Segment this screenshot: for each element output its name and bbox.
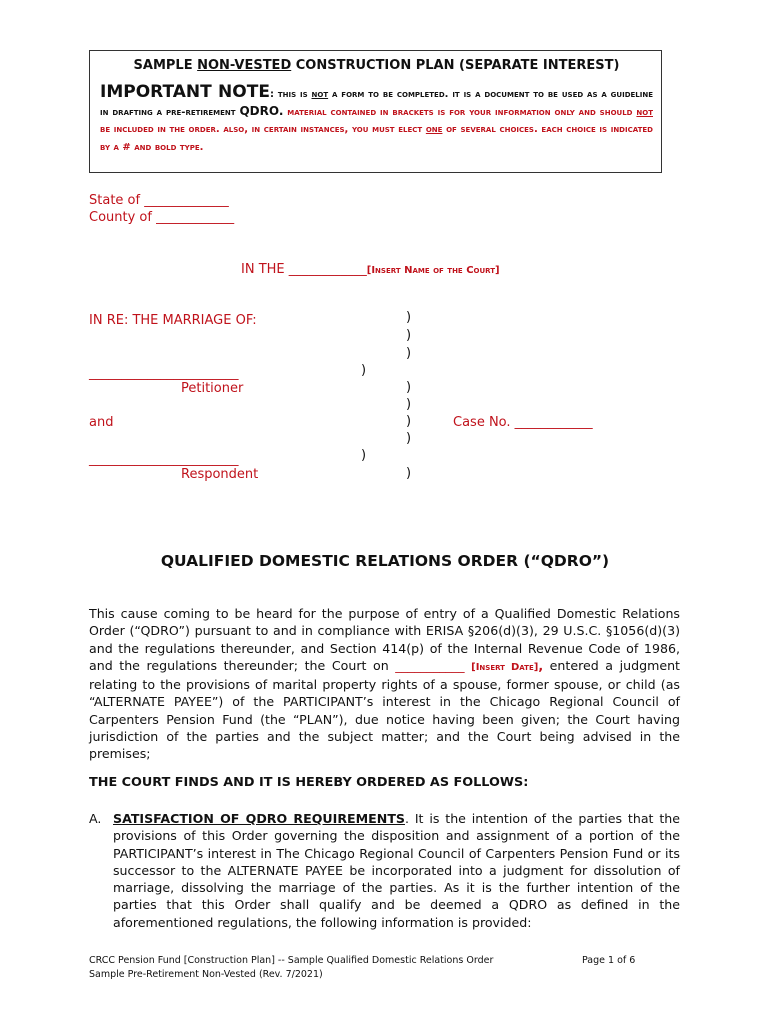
respondent-label: Respondent — [181, 467, 259, 482]
caption-paren: ) — [406, 380, 412, 395]
order-title: QUALIFIED DOMESTIC RELATIONS ORDER (“QDRO”) — [160, 552, 610, 570]
and-label: and — [89, 415, 114, 430]
caption-paren: ) — [406, 466, 412, 481]
findings-heading: THE COURT FINDS AND IT IS HEREBY ORDERED AS FOLLOWS: — [89, 775, 529, 790]
footer-line-1: CRCC Pension Fund [Construction Plan] -- Sample Qualified Domestic Relations Order — [89, 955, 494, 966]
caption-paren: ) — [361, 448, 367, 463]
section-a-letter: A. — [89, 811, 102, 826]
respondent-signature-line: _______________________ — [89, 452, 239, 467]
case-number-line: Case No. ____________ — [453, 415, 593, 430]
marriage-line: IN RE: THE MARRIAGE OF: — [89, 313, 257, 328]
intro-paragraph: This cause coming to be heard for the purpose of entry of a Qualified Domestic Relations Order (“QDRO”) pursuant to and in compliance with ERISA §206(d)(3), 29 U.S.C. §1056(d)(3) and the regulations thereunder, and Section 414(p) of the Internal Revenue Code of 1986, and the regulations thereunder; the Court on ___________ [Insert Date], entered a judgment relating to the provisions of marital property rights of a spouse, former spouse, or child (as “ALTERNATE PAYEE”) of the PARTICIPANT’s interest in the Chicago Regional Council of Carpenters Pension Fund (the “PLAN”), due notice having been given; the Court having jurisdiction of the parties and the subject matter; and the Court being advised in the premises; — [89, 606, 680, 762]
page-number: Page 1 of 6 — [582, 955, 636, 966]
caption-paren: ) — [406, 431, 412, 446]
caption-paren: ) — [361, 363, 367, 378]
notice-title: SAMPLE NON-VESTED CONSTRUCTION PLAN (SEPARATE INTEREST) — [133, 58, 620, 73]
state-line: State of _____________ — [89, 193, 229, 208]
footer-line-2: Sample Pre-Retirement Non-Vested (Rev. 7/2021) — [89, 969, 323, 980]
county-line: County of ____________ — [89, 210, 235, 225]
caption-paren: ) — [406, 414, 412, 429]
caption-paren: ) — [406, 346, 412, 361]
caption-paren: ) — [406, 310, 412, 325]
insert-date: [Insert Date] — [471, 661, 539, 673]
insert-court-name: [Insert Name of the Court] — [366, 265, 500, 276]
caption-paren: ) — [406, 397, 412, 412]
footer-left — [89, 954, 493, 982]
notice-title-underlined: NON-VESTED — [197, 58, 292, 73]
important-note-label: IMPORTANT NOTE — [100, 82, 270, 102]
petitioner-label: Petitioner — [181, 381, 244, 396]
caption-paren: ) — [406, 328, 412, 343]
important-notice-box — [89, 50, 662, 173]
section-a-paragraph: SATISFACTION OF QDRO REQUIREMENTS. It is the intention of the parties that the provisions of this Order governing the disposition and assignment of a portion of the PARTICIPANT’s interest in The Chicago Regional Council of Carpenters Pension Fund or its successor to the ALTERNATE PAYEE be incorporated into a judgment for dissolution of marriage, dissolving the marriage of the parties. As it is the further intention of the parties that this Order shall qualify and be deemed a QDRO as defined in the aforementioned regulations, the following information is provided: — [113, 811, 680, 930]
notice-body: IMPORTANT NOTE: this is not a form to be completed. it is a document to be used as a guideline in drafting a pre-retirement QDRO. material contained in brackets is for your information only and should not be included in the order. also, in certain instances, you must elect one of several choices. each choice is indicated by a # and bold type. — [100, 82, 654, 153]
section-a-heading: SATISFACTION OF QDRO REQUIREMENTS — [113, 811, 405, 826]
court-line: IN THE ____________[Insert Name of the Court] — [241, 262, 500, 277]
petitioner-signature-line: _______________________ — [89, 366, 239, 381]
